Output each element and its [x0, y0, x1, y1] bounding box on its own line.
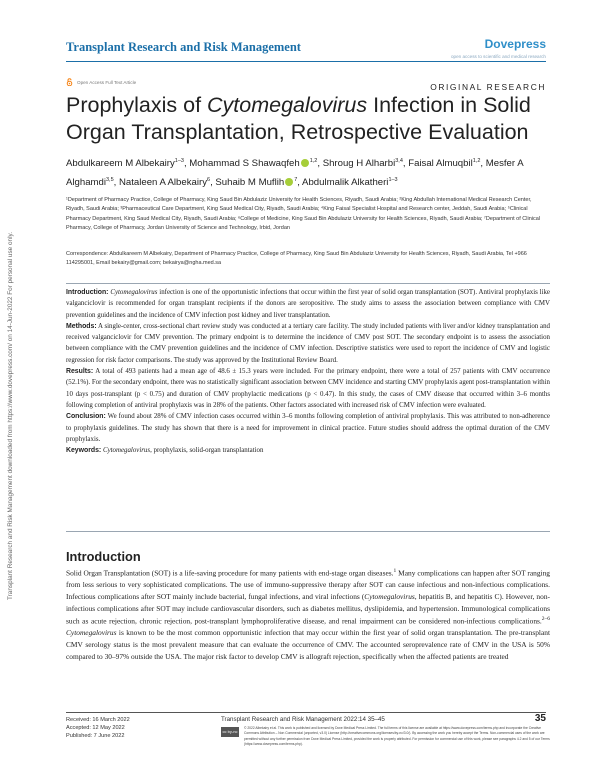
- introduction-paragraph: Solid Organ Transplantation (SOT) is a life-saving procedure for many patients with end-stage organ diseases.$^1$ Many complications can happen after SOT ranging from less serious to very sophisticated complications. The use of immuno-suppressive therapy after SOT can cause infectious and non-infectious complications. Infectious complications after SOT mainly include bacterial, fungal infections, and viral infections (Cytomegalovirus, hepatitis B, and hepatitis C). However, non-infectious complications after SOT may include cardiovascular disorders, such as diabetes mellitus, dyslipidemia, and hypertension. Immunological complications such as acute rejection, chronic rejection, post-transplant lymphoproliferative disease, and renal impairment can be considered non-infectious complications.$^{2-6}$ Cytomegalovirus is known to be the most common opportunistic infection that may occur within the first year of solid organ transplantation. The pre-transplant CMV serology status is the most prevalent measure that can evaluate the occurrence of CMV. The accounted seroprevalence rate of CMV in the USA is 50% compared to 30–97% outside the USA. The major risk factor to develop CMV is allograft rejection, specifically when the affected patients are treated: [66, 568, 550, 661]
- page-number: 35: [534, 713, 546, 724]
- correspondence: Correspondence: Abdulkareem M Albekairy, Department of Pharmacy Practice, College of Pharmacy, King Saud Bin Abdulaziz University for Health Sciences, Riyadh, Saudi Arabia, Tel +966 114295001, Email bekairy@gmail.com; bekairya@ngha.med.sa: [66, 251, 527, 267]
- publisher-logo[interactable]: [451, 37, 546, 59]
- introduction-heading: Introduction: [66, 549, 141, 564]
- accepted-date: Accepted: 12 May 2022: [66, 725, 125, 731]
- abstract-keywords: Keywords: Cytomegalovirus, prophylaxis, solid-organ transplantation: [66, 447, 264, 455]
- abstract-conclusion: Conclusion: We found about 28% of CMV infection cases occurred within 3–6 months following completion of antiviral prophylaxis. This was attributed to non-adherence to prophylaxis guidelines. The study has shown that there is a need for improvement in clinical practice. Future studies should address the optimal duration of the CMV prophylaxis.: [66, 413, 550, 443]
- title-part-2: Infection in Solid Organ Transplantation, Retrospective Evaluation: [66, 93, 531, 144]
- affiliations: ¹Department of Pharmacy Practice, College of Pharmacy, King Saud Bin Abdulaziz University for Health Sciences, Riyadh, Saudi Arabia; ²King Abdullah International Medical Research Center, Riyadh, Saudi Arabia; ³Pharmaceutical Care Department, King Saud Medical City, Riyadh, Saudi Arabia; ⁴King Faisal Specialist Hospital and Research center, Jeddah, Saudi Arabia; ⁵Clinical Pharmacy Department, King Saud Medical City, Riyadh, Saudi Arabia; ⁶College of Medicine, King Saud Bin Abdulaziz University for Health Sciences, Riyadh, Saudi Arabia; ⁷Department of Clinical Pharmacy, College of Pharmacy, Jordan University of Science and Technology, Irbid, Jordan: [66, 197, 541, 231]
- title-part-1: Prophylaxis of: [66, 93, 208, 117]
- publication-dates: [66, 716, 130, 740]
- download-watermark: Transplant Research and Risk Management downloaded from https://www.dovepress.com/ on 14-Jun-2022 For personal use only.: [7, 231, 14, 600]
- abstract-methods: Methods: A single-center, cross-sectional chart review study was conducted at a tertiary care facility. The study included patients with liver and/or kidney transplantation and received valganciclovir for CMV prevention. The primary endpoint is to determine the incidence of CMV post SOT. The secondary endpoint is to assess the association between compliance with the CMV prevention guidelines and the incidence of CMV infection. Descriptive statistics were used to report the incidence of CMV and logistic regression for risk factor comparisons. The study was approved by the Institutional Review Board.: [66, 322, 550, 364]
- introduction-body: [66, 566, 550, 663]
- article-title: [66, 92, 546, 146]
- footer-divider: [66, 712, 546, 713]
- abstract-results: Results: A total of 493 patients had a mean age of 48.6 ± 15.3 years were included. For the primary endpoint, there were a total of 257 patients with CMV occurrence (52.1%). For the secondary endpoint, there was no statistically significant association between CMV incidence and starting CMV prophylaxis agent post-transplantation within 10 days post-transplant (p < 0.75) and duration of CMV prophylactic medications (p < 0.47). In this study, the cases of CMV disease that occurred within 3–6 months following completion of antiviral prophylaxis was in 28% of the patients. Other factors associated with increased risk of CMV infection were evaluated.: [66, 368, 550, 409]
- open-access-badge: [66, 78, 136, 86]
- published-date: Published: 7 June 2022: [66, 733, 125, 739]
- received-date: Received: 16 March 2022: [66, 717, 130, 723]
- open-access-label: Open Access Full Text Article: [77, 79, 137, 85]
- author-list: Abdulkareem M Albekairy$^{1-3}$, Mohammad S Shawaqfeh $^{1,2}$, Shroug H Alharbi$^{3,4}$, Faisal Almuqbil$^{1,2}$, Mesfer A Alghamdi$^{3,5}$, Nataleen A Albekairy$^6$, Suhaib M Muflih $^7$, Abdulmalik Alkatheri$^{1-3}$: [66, 158, 524, 189]
- abstract-introduction: Introduction: Cytomegalovirus infection is one of the opportunistic infections that occur within the first year of solid organ transplantation (SOT). Antiviral prophylaxis like valganciclovir is recommended for organ transplant recipients if the donors are seropositive. The study aims to assess the association between compliance with CMV prevention guidelines and the incidence of CMV infection post kidney and liver transplantation.: [66, 289, 550, 319]
- journal-citation[interactable]: Transplant Research and Risk Management 2022:14 35–45: [221, 716, 385, 723]
- title-italic: Cytomegalovirus: [207, 93, 368, 117]
- creative-commons-icon[interactable]: cc by-nc: [221, 727, 239, 737]
- section-label: ORIGINAL RESEARCH: [430, 82, 546, 92]
- publisher-tagline: open access to scientific and medical research: [451, 54, 546, 59]
- orcid-icon[interactable]: [285, 178, 293, 186]
- journal-title[interactable]: Transplant Research and Risk Management: [66, 40, 301, 54]
- open-access-lock-icon: [66, 78, 73, 86]
- publisher-brand: Dovepress: [484, 37, 546, 51]
- orcid-icon[interactable]: [301, 159, 309, 167]
- abstract: [66, 287, 550, 456]
- header-divider: [66, 61, 546, 62]
- license-text: © 2022 Albekairy et al. This work is published and licensed by Dove Medical Press Limited. The full terms of this license are available at https://www.dovepress.com/terms.php and incorporate the Creative Commons Attribution – Non Commercial (unported, v3.0) License (http://creativecommons.org/licenses/by-nc/3.0/). By accessing the work you hereby accept the Terms. Non-commercial uses of the work are permitted without any further permission from Dove Medical Press Limited, provided the work is properly attributed. For permission for commercial use of this work, please see paragraphs 4.2 and 5 of our Terms (https://www.dovepress.com/terms.php).: [244, 726, 550, 747]
